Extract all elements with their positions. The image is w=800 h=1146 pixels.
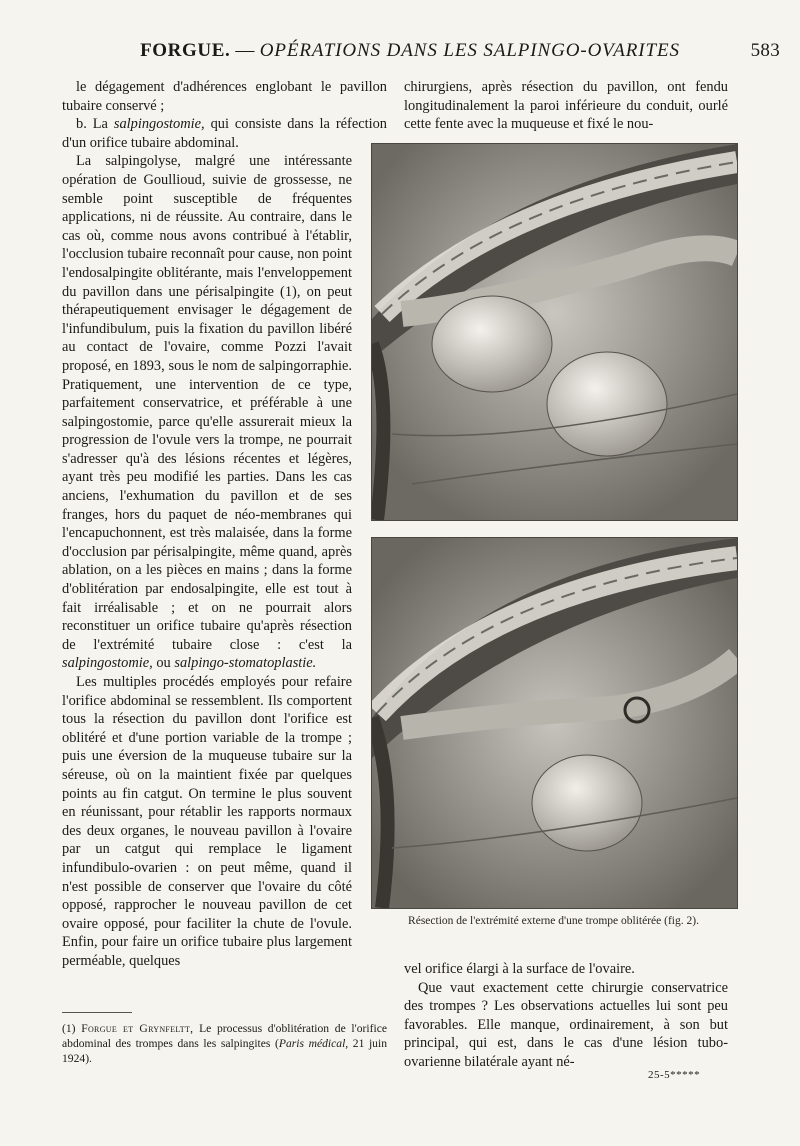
figure-caption: Résection de l'extrémité externe d'une trompe oblitérée (fig. 2). xyxy=(408,915,699,927)
salpingolyse-text: La salpingolyse, malgré une intéressante opération de Goullioud, suivie de grossesse, ne semble point susceptible de fréquentes applications, ni de réussite. Au contraire, dans le cas où, comme nous avons contribué à l'établir, l'occlusion tubaire reconnaît pour cause, non point l'endosalpingite oblitérante, mais l'enveloppement du pavillon dans une périsalpingite (1), on peut thérapeutiquement envisager le dégagement de l'infundibulum, puis la fixation du pavillon libéré au contact de l'ovaire, comme Pozzi l'avait proposé, en 1893, sous le nom de salpingorraphie. Pratiquement, une intervention de ce type, parfaitement conservatrice, et préférable à une salpingostomie, parce qu'elle assurerait mieux la progression de l'ovule vers la trompe, ne pourrait s'adresser qu'à des lésions récentes et légères, ayant très peu modifié les parties. Dans les cas anciens, l'exhumation du pavillon et de ses franges, hors du paquet de néo-membranes qui l'encapuchonnent, est très malaisée, dans la forme d'occlusion par périsalpingite, même quand, après ablation, on a les pièces en mains ; dans la forme d'oblitération par endosalpingite, elle est tout à fait irréalisable ; et on ne pourrait alors reconstituer un orifice tubaire qu'après résection de l'extrémité tubaire close : c'est la xyxy=(62,153,352,653)
paragraph-salpingolyse xyxy=(62,152,352,673)
conjunction: ou xyxy=(156,655,171,672)
page-header xyxy=(40,40,780,64)
running-head xyxy=(40,40,780,62)
figure-illustration-top xyxy=(371,143,738,521)
right-column-bottom xyxy=(404,960,728,1072)
footnote xyxy=(62,1021,387,1067)
footnote-divider xyxy=(62,1012,132,1013)
term-salpingostomie-2: salpingostomie, xyxy=(62,655,153,672)
footnote-date: 21 juin 1924). xyxy=(62,1037,388,1066)
paragraph-procedes: Les multiples procédés employés pour refaire l'orifice abdominal se ressemblent. Ils comportent tous la résection du pavillon dont l'orifice est oblitéré et d'une portion variable de la trompe ; puis une éversion de la muqueuse tubaire sur la séreuse, où on la maintient fixée par quelques points au fin catgut. On termine le plus souvent en réunissant, pour rétablir les rapports normaux des deux organes, le nouveau pavillon à l'ovaire par un catgut qui remplace le ligament infundibulo-ovarien : on peut même, quand il n'est possible de conserver que l'ovaire du côté opposé, rapprocher le nouveau pavillon de cet ovaire opposé, pour faciliter la chute de l'ovule. Enfin, pour faire un orifice tubaire plus largement perméable, quelques xyxy=(62,674,352,969)
header-topic: OPÉRATIONS DANS LES SALPINGO-OVARITES xyxy=(259,40,680,61)
paragraph-evaluation: Que vaut exactement cette chirurgie conservatrice des trompes ? Les observations actuelles lui sont peu favorables. Elle manque, ordinairement, à son but principal, qui est, dans le cas d'une lésion tubo-ovarienne bilatérale ayant né- xyxy=(404,979,728,1070)
term-salpingostomie: salpingostomie, xyxy=(113,116,205,133)
page-number: 583 xyxy=(750,40,780,61)
footnote-text: Le processus d'oblitération de l'orifice abdominal des trompes dans les salpingites ( xyxy=(62,1022,387,1051)
paragraph-salpingostomie xyxy=(62,115,387,152)
paragraph-adhesions: le dégagement d'adhérences englobant le pavillon tubaire conservé ; xyxy=(62,79,387,114)
surgical-illustration-1 xyxy=(372,144,737,520)
header-separator: — xyxy=(235,40,255,61)
left-column xyxy=(62,78,387,971)
item-label: b. La xyxy=(76,116,108,133)
figure-illustration-bottom xyxy=(371,537,738,909)
footnote-marker: (1) xyxy=(62,1022,76,1035)
term-stomatoplastie: salpingo-stomatoplastie. xyxy=(174,655,317,672)
paragraph-continuation: chirurgiens, après résection du pavillon, ont fendu longitudinalement la paroi inférieure du conduit, ourlé cette fente avec la muqueuse et fixé le nou- xyxy=(404,79,728,133)
printer-signature: 25-5***** xyxy=(648,1069,701,1081)
footnote-authors: Forgue et Grynfeltt, xyxy=(81,1022,194,1035)
item-text: qui consiste dans la réfection d'un orifice tubaire abdominal. xyxy=(62,116,387,151)
footnote-journal: Paris médical, xyxy=(278,1037,349,1051)
header-author: FORGUE. xyxy=(140,40,231,61)
surgical-illustration-2 xyxy=(372,538,737,908)
paragraph-orifice: vel orifice élargi à la surface de l'ovaire. xyxy=(404,961,635,977)
right-column-top xyxy=(404,78,728,134)
